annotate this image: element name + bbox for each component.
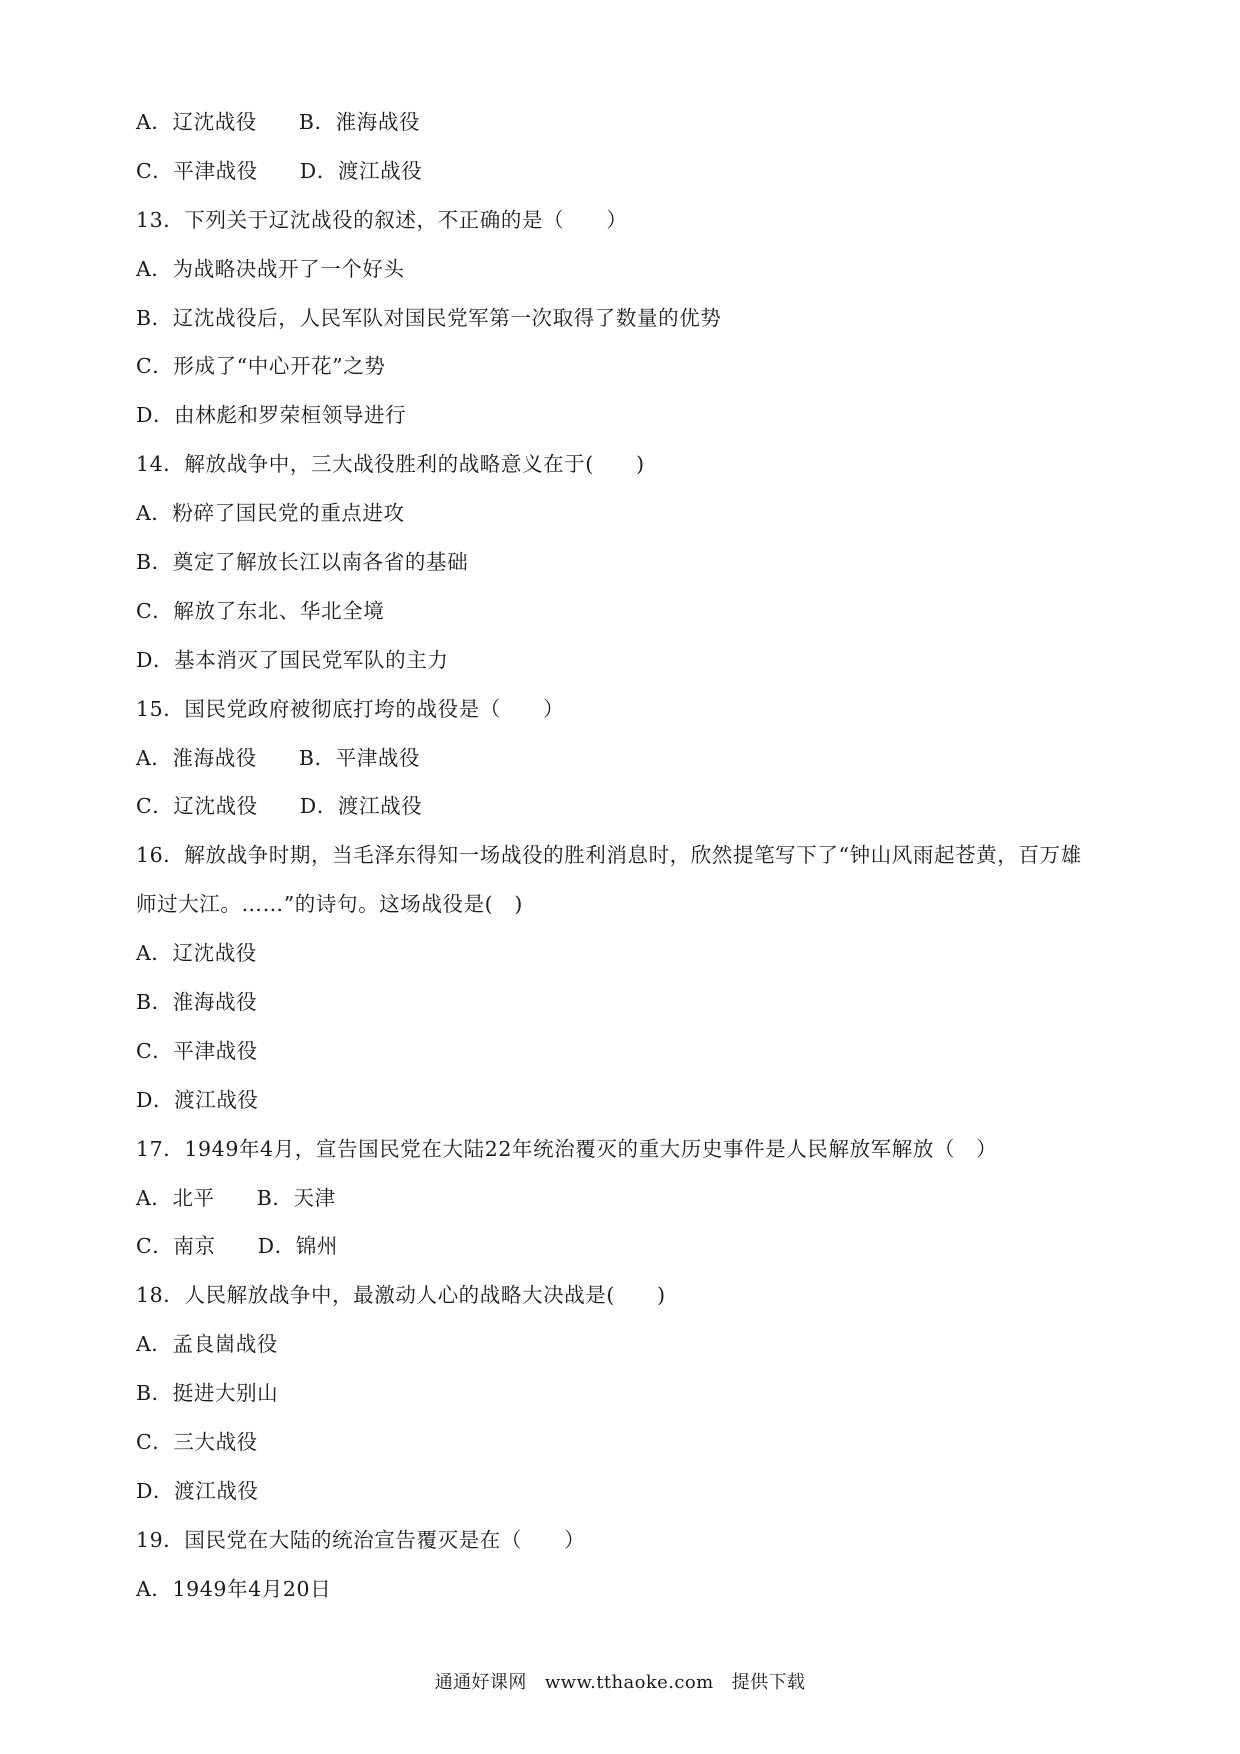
text-line: D．基本消灭了国民党军队的主力: [136, 647, 449, 672]
option-item: B．平津战役: [298, 745, 421, 770]
question-stem: 15．国民党政府被彻底打垮的战役是（ ）: [136, 696, 565, 721]
page-footer: [0, 1668, 1240, 1694]
option-item: C．辽沈战役: [136, 794, 258, 819]
option-item: C．平津战役: [136, 158, 258, 183]
option-item: A．北平: [136, 1185, 215, 1210]
footer-site-name: 通通好课网: [434, 1672, 527, 1693]
text-line: C．平津战役: [136, 1038, 258, 1063]
question-stem: 13．下列关于辽沈战役的叙述，不正确的是（ ）: [136, 207, 628, 232]
text-line: A．孟良崮战役: [136, 1332, 279, 1357]
option-row: [136, 734, 1126, 783]
option-item: A．辽沈战役: [136, 110, 257, 134]
text-line: 师过大江。……”的诗句。这场战役是( ): [136, 892, 523, 917]
text-line: D．由林彪和罗荣桓领导进行: [136, 403, 407, 428]
text-line: A．粉碎了国民党的重点进攻: [136, 501, 405, 526]
footer-note: 提供下载: [731, 1672, 806, 1693]
text-line: C．解放了东北、华北全境: [136, 598, 385, 623]
question-stem: 17．1949年4月，宣告国民党在大陆22年统治覆灭的重大历史事件是人民解放军解放（ ）: [136, 1136, 998, 1161]
text-line: B．淮海战役: [136, 990, 258, 1015]
option-row: [136, 1174, 1126, 1223]
option-row: [136, 147, 1126, 196]
text-line: C．形成了“中心开花”之势: [136, 354, 386, 379]
option-item: D．渡江战役: [299, 158, 423, 183]
text-line: A．为战略决战开了一个好头: [136, 256, 405, 281]
option-item: A．淮海战役: [136, 745, 257, 770]
text-line: C．三大战役: [136, 1430, 258, 1455]
option-item: C．南京: [136, 1234, 216, 1259]
text-line: B．辽沈战役后，人民军队对国民党军第一次取得了数量的优势: [136, 305, 722, 330]
option-row: [136, 1222, 1126, 1271]
option-item: D．锦州: [257, 1234, 338, 1259]
footer-url: www.tthaoke.com: [544, 1672, 714, 1693]
option-row: [136, 782, 1126, 831]
option-item: B．天津: [256, 1185, 336, 1210]
text-line: A．辽沈战役: [136, 941, 257, 966]
text-line: B．奠定了解放长江以南各省的基础: [136, 550, 469, 575]
option-item: B．淮海战役: [298, 110, 421, 134]
text-line: D．渡江战役: [136, 1478, 259, 1503]
text-line: B．挺进大别山: [136, 1381, 279, 1406]
question-stem: 16．解放战争时期，当毛泽东得知一场战役的胜利消息时，欣然提笔写下了“钟山风雨起苍黄，百万雄: [136, 843, 1082, 868]
text-line: A．1949年4月20日: [136, 1576, 332, 1601]
option-item: D．渡江战役: [299, 794, 423, 819]
text-line: D．渡江战役: [136, 1087, 259, 1112]
question-stem: 14．解放战争中，三大战役胜利的战略意义在于( ): [136, 452, 645, 477]
question-list: [136, 98, 1126, 1614]
option-row: [136, 98, 1126, 147]
question-stem: 18．人民解放战争中，最激动人心的战略大决战是( ): [136, 1283, 666, 1308]
question-stem: 19．国民党在大陆的统治宣告覆灭是在（ ）: [136, 1527, 586, 1552]
